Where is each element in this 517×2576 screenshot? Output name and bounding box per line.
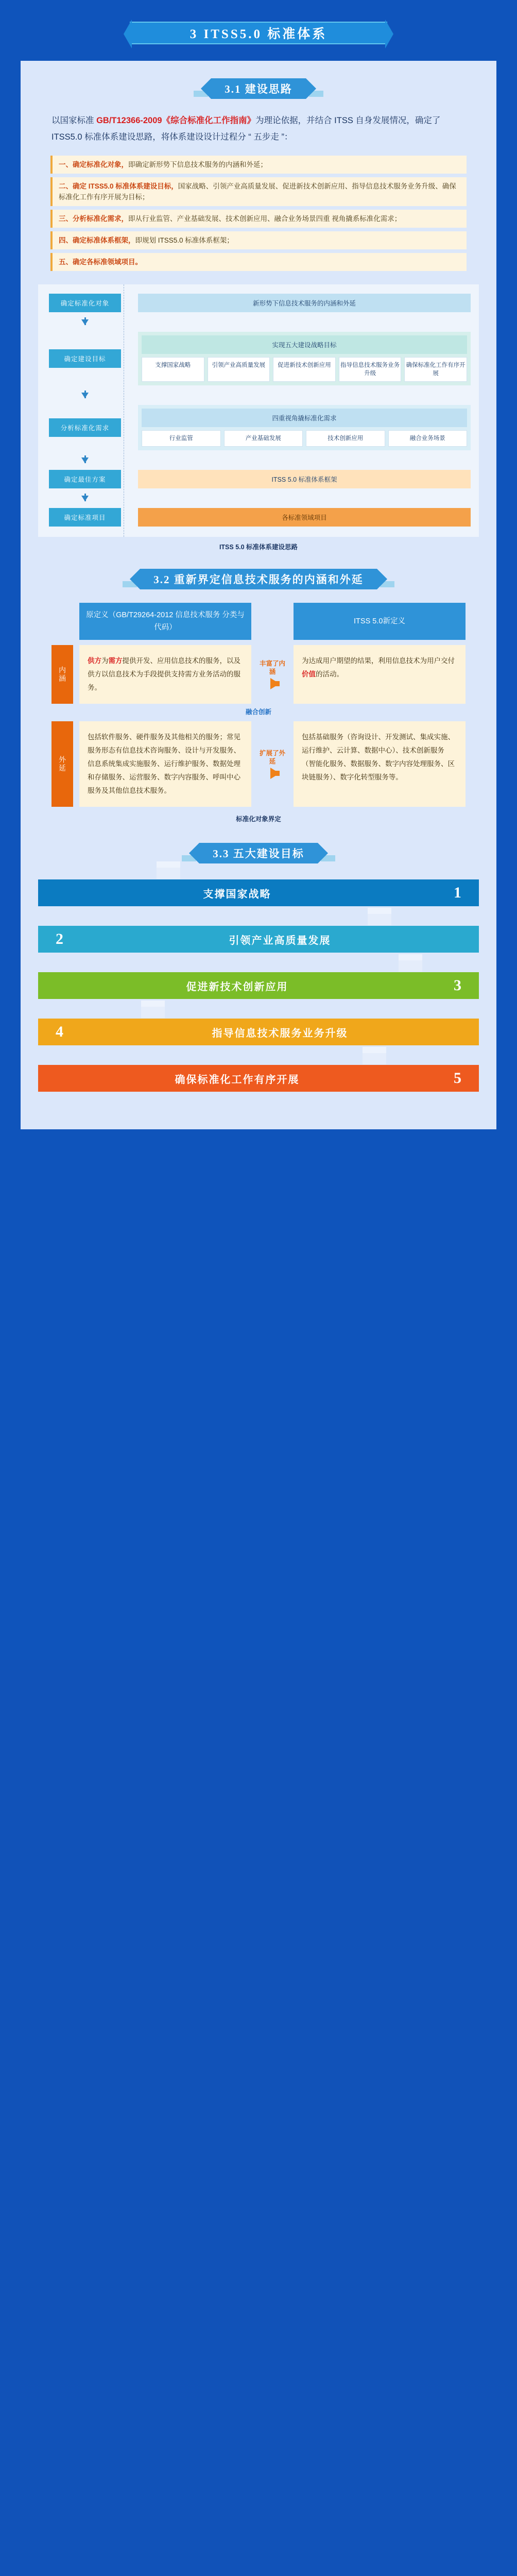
arrow-right-icon: [270, 678, 280, 689]
row-label-outer: 外延: [51, 721, 73, 807]
step-label: 一、确定标准化对象，: [59, 161, 128, 168]
step-text: 即确定新形势下信息技术服务的内涵和外延；: [128, 161, 267, 168]
cell-inner-old: [79, 645, 251, 704]
flow-row-3: [46, 405, 471, 450]
flow-arrow-row: [46, 453, 471, 467]
flow-bar: 四重视角撬标准化需求: [142, 409, 467, 427]
content-card: [21, 61, 496, 1129]
top-banner: [0, 0, 517, 61]
flow-bar: 实现五大建设战略目标: [142, 335, 467, 354]
flow-stage-label: 确定标准化对象: [49, 294, 121, 312]
step-label: 三、分析标准化需求，: [59, 215, 128, 223]
cube-icon: [141, 1001, 165, 1018]
step-text: 即从行业监管、产业基础发展、技术创新应用、融合业务场景四重 视角撬系标准化需求；: [128, 215, 402, 223]
flow-stage-label: 确定最佳方案: [49, 470, 121, 488]
goal-number: 1: [454, 884, 461, 901]
arrow-down-icon: [81, 393, 89, 398]
arrow-down-icon: [81, 496, 89, 501]
five-goals-list: [38, 877, 479, 1094]
arrow-down-icon: [81, 319, 89, 325]
goal-text: 引领产业高质量发展: [229, 935, 331, 946]
page-title: 3 ITSS5.0 标准体系: [189, 27, 328, 41]
flow-row-4: [46, 470, 471, 488]
section-33-header: [21, 843, 496, 863]
flow-row-2: [46, 332, 471, 385]
row-label-inner: 内涵: [51, 645, 73, 704]
list-item: [50, 231, 467, 249]
cube-icon: [157, 861, 180, 879]
definition-caption: 标准化对象界定: [236, 816, 281, 823]
goal-text: 指导信息技术服务业务升级: [212, 1027, 348, 1039]
transform-indicator-inner: [257, 645, 287, 704]
definition-header-row: [51, 603, 466, 640]
cell-text: 提供开发、应用信息技术的服务，以及供方以信息技术为手段提供支持需方业务活动的服务。: [88, 657, 240, 691]
flow-chip: 支撑国家战略: [142, 357, 204, 382]
flow-stage-label: 确定建设目标: [49, 349, 121, 368]
arrow-down-icon: [81, 457, 89, 463]
flow-row-5: [46, 508, 471, 527]
flow-chip: 技术创新应用: [306, 430, 385, 447]
goal-number: 3: [454, 977, 461, 994]
five-steps-list: [50, 156, 467, 271]
transform-label-outer: 扩展了外延: [259, 750, 285, 765]
paragraph-standard-ref: GB/T12366-2009《综合标准化工作指南》: [96, 116, 256, 125]
cube-icon: [399, 954, 422, 972]
section-33-title: 3.3 五大建设目标: [199, 843, 318, 863]
goal-number: 5: [454, 1070, 461, 1087]
section-31-paragraph: [51, 112, 466, 145]
list-item: [50, 253, 467, 271]
flow-arrow-row: [46, 492, 471, 505]
section-31-title: 3.1 建设思路: [211, 78, 306, 99]
flow-chip: 行业监管: [142, 430, 221, 447]
section-31-header: [21, 78, 496, 99]
list-item: [50, 210, 467, 228]
definition-comparison: [51, 603, 466, 823]
goal-item: [38, 1062, 479, 1094]
section-32-header: [21, 569, 496, 589]
step-text: 即规划 ITSS5.0 标准体系框架；: [135, 236, 234, 244]
flow-diagram: [38, 284, 479, 537]
definition-row-outer: [51, 721, 466, 807]
flow-bar: 各标准领域项目: [138, 508, 471, 527]
flow-chip: 引领产业高质量发展: [208, 357, 270, 382]
flow-arrow-row: [46, 315, 471, 329]
cube-icon: [363, 1047, 386, 1064]
cell-hl-value: 价值: [302, 670, 316, 678]
column-header-new: ITSS 5.0新定义: [294, 603, 466, 640]
flow-chip: 融合业务场景: [388, 430, 468, 447]
cell-text: 的活动。: [316, 670, 343, 678]
section-32-title: 3.2 重新界定信息技术服务的内涵和外延: [140, 569, 377, 589]
paragraph-part-2: 为理论依据，并结合 ITSS 自身发展情况，确定了 ITSS5.0 标准体系建设思路，将体系建设设计过程分 “ 五步走 ”：: [51, 116, 441, 142]
fusion-innovation-label: 融合创新: [245, 708, 271, 716]
flow-chip: 促进新技术创新应用: [273, 357, 336, 382]
definition-row-inner: [51, 645, 466, 704]
goal-item: [38, 1016, 479, 1048]
cell-hl-demander: 需方: [108, 657, 123, 665]
flow-row-1: [46, 294, 471, 312]
fusion-innovation-wrap: [51, 708, 466, 716]
goal-item: [38, 877, 479, 909]
list-item: [50, 177, 467, 206]
cube-icon: [368, 908, 391, 925]
goal-text: 确保标准化工作有序开展: [175, 1074, 300, 1086]
goal-number: 4: [56, 1023, 63, 1040]
flow-arrow-row: [46, 388, 471, 402]
transform-indicator-outer: [257, 721, 287, 807]
flow-stage-label: 分析标准化需求: [49, 418, 121, 437]
goal-item: [38, 923, 479, 955]
paragraph-part-1: 以国家标准: [51, 116, 97, 125]
arrow-right-icon: [270, 768, 280, 779]
cell-hl-supplier: 供方: [88, 657, 101, 665]
cell-text: 为达成用户期望的结果，利用信息技术为用户交付: [302, 657, 455, 665]
goal-item: [38, 970, 479, 1002]
flow-caption: ITSS 5.0 标准体系建设思路: [219, 544, 298, 551]
cell-outer-new: 包括基础服务（咨询设计、开发测试、集成实施、运行维护、云计算、数据中心）、技术创新服务（智能化服务、数据服务、数字内容处理服务、区块链服务）、数字化转型服务等。: [294, 721, 466, 807]
cell-text: 为: [101, 657, 109, 665]
step-text: 国家战略、引领产业高质量发展、促进新技术创新应用、指导信息技术服务业务升级、确保标准化工作有序开展为目标；: [59, 182, 456, 201]
cell-outer-old: 包括软件服务、硬件服务及其他相关的服务；常见服务形态有信息技术咨询服务、设计与开发服务、信息系统集成实施服务、运行维护服务、数据处理和存储服务、运营服务、数字内容服务、呼叫中心服务及其他信息技术服务。: [79, 721, 251, 807]
goal-number: 2: [56, 930, 63, 947]
flow-stage-label: 确定标准项目: [49, 508, 121, 527]
transform-label-inner: 丰富了内涵: [259, 660, 285, 675]
step-label: 五、确定各标准领域项目。: [59, 258, 142, 266]
flow-chip: 确保标准化工作有序开展: [404, 357, 467, 382]
flow-chip: 产业基础发展: [224, 430, 303, 447]
cell-inner-new: [294, 645, 466, 704]
list-item: [50, 156, 467, 174]
flow-bar: 新形势下信息技术服务的内涵和外延: [138, 294, 471, 312]
flow-bar: ITSS 5.0 标准体系框架: [138, 470, 471, 488]
goal-text: 促进新技术创新应用: [186, 981, 288, 993]
flow-chip: 指导信息技术服务业务升级: [339, 357, 402, 382]
step-label: 四、确定标准体系框架，: [59, 236, 135, 244]
goal-text: 支撑国家战略: [203, 888, 271, 900]
step-label: 二、确定 ITSS5.0 标准体系建设目标，: [59, 182, 178, 190]
column-header-old: 原定义（GB/T29264-2012 信息技术服务 分类与代码）: [79, 603, 251, 640]
